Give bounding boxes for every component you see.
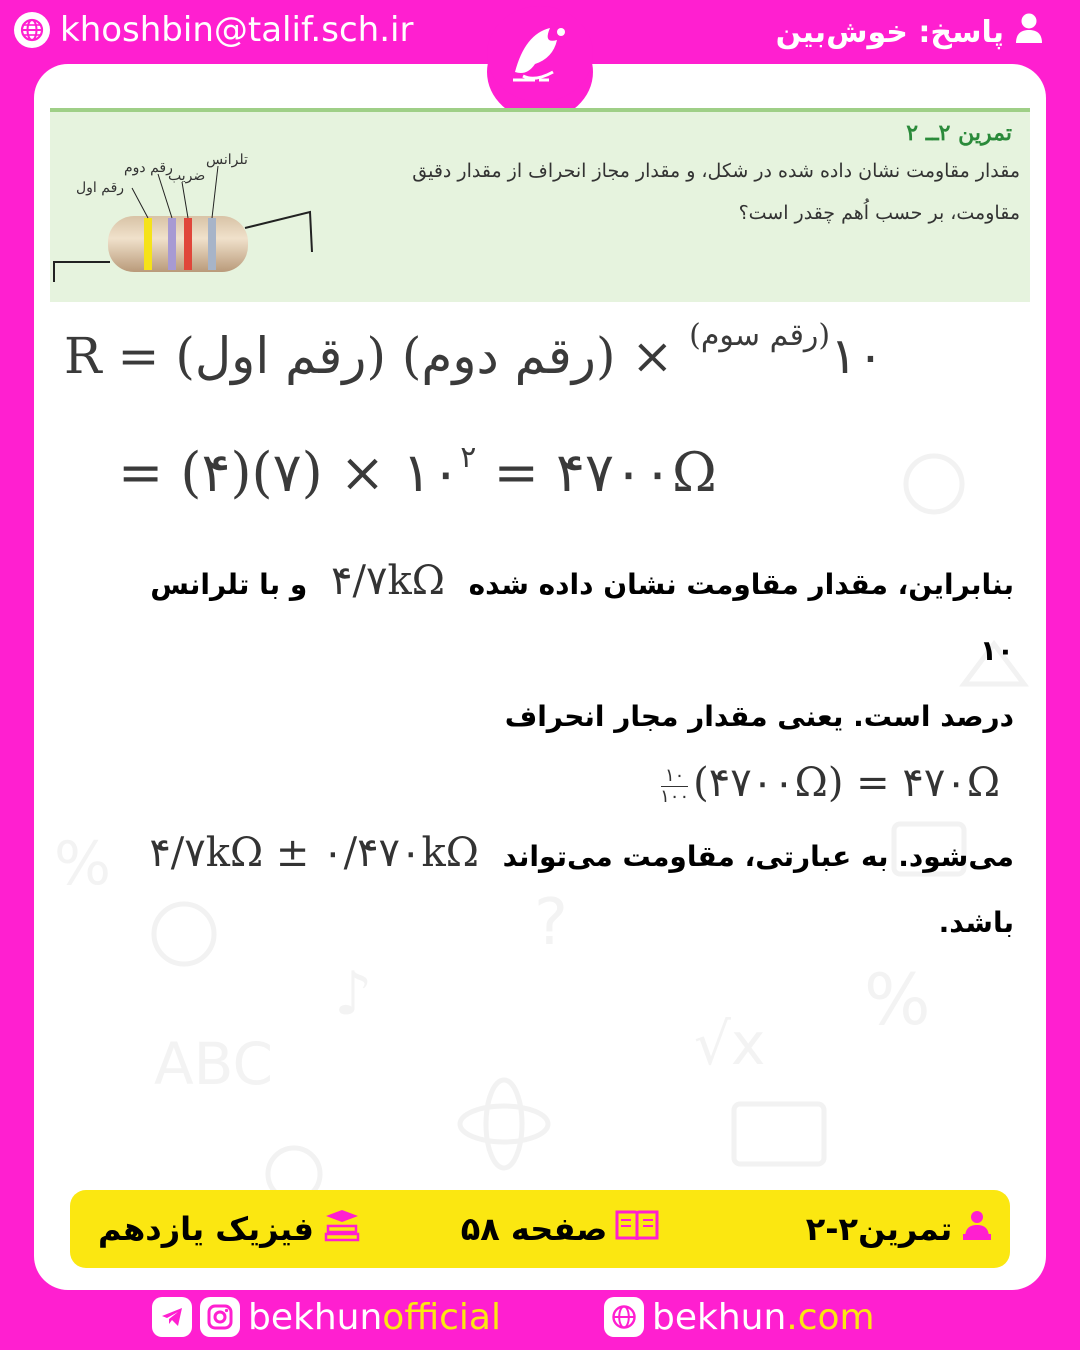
social-bar — [0, 1292, 1080, 1342]
graduation-books-icon — [322, 1208, 362, 1250]
label-second-digit: رقم دوم — [124, 160, 173, 176]
fraction: $\frac{۱۰}{۱۰۰}$ — [660, 764, 690, 807]
exercise-box — [50, 108, 1030, 302]
formula-computed — [118, 440, 717, 504]
resistance-range: ۴/۷kΩ ± ۰/۴۷۰kΩ — [149, 830, 479, 876]
label-first-digit: رقم اول — [76, 180, 125, 196]
svg-text:%: % — [864, 959, 931, 1041]
globe-icon — [14, 12, 50, 48]
exercise-title: تمرین ۲ــ ۲ — [906, 120, 1012, 146]
formula-general-main: R = (رقم اول) (رقم دوم) × ۱۰ — [64, 327, 884, 385]
resistance-value: ۴/۷kΩ — [331, 558, 445, 604]
email-text: khoshbin@talif.sch.ir — [60, 10, 414, 50]
solution-line-3: می‌شود. به عبارتی، مقاومت می‌تواند ۴/۷kΩ ± ۰/۴۷۰kΩ — [134, 820, 1014, 890]
formula-computed-exponent: ۲ — [460, 440, 477, 475]
solution-line-2: درصد است. یعنی مقدار مجار انحراف $\frac{۱۰}{۱۰۰}$ (۴۷۰۰Ω) = ۴۷۰Ω — [134, 684, 1014, 820]
answer-label: پاسخ: خوش‌بین — [775, 14, 1004, 50]
solution-line-1: بنابراین، مقدار مقاومت نشان داده شده ۴/۷kΩ و با تلرانس ۱۰ — [134, 548, 1014, 684]
svg-text:?: ? — [534, 886, 568, 960]
telegram-icon — [152, 1297, 192, 1337]
solution-paragraph — [134, 548, 1014, 956]
globe-icon — [604, 1297, 644, 1337]
footer-book: فیزیک یازدهم — [90, 1190, 370, 1268]
logo-icon — [495, 14, 585, 94]
bekhun-logo — [487, 6, 593, 102]
solution-line-4: باشد. — [938, 906, 1014, 939]
email-contact[interactable] — [14, 10, 413, 50]
label-tolerance: تلرانس — [206, 152, 248, 168]
formula-general — [64, 318, 884, 385]
svg-text:ABC: ABC — [154, 1030, 273, 1098]
svg-text:√x: √x — [694, 1010, 766, 1078]
formula-computed-main: = (۴)(۷) × ۱۰ — [118, 441, 461, 504]
footer-exercise: تمرین۲-۲ — [790, 1190, 1010, 1268]
handle-text: bekhunofficial — [248, 1296, 501, 1338]
label-multiplier: ضریب — [168, 168, 206, 184]
exercise-question: مقدار مقاومت نشان داده شده در شکل، و مقدار مجاز انحراف از مقدار دقیق مقاومت، بر حسب اُهم چقدر است؟ — [412, 160, 1020, 224]
user-icon — [1014, 12, 1044, 52]
answer-author — [776, 12, 1044, 52]
formula-general-exponent: (رقم سوم) — [689, 318, 831, 353]
tolerance-calc: $\frac{۱۰}{۱۰۰}$ (۴۷۰۰Ω) = ۴۷۰Ω — [660, 760, 1000, 807]
footer-info-bar — [70, 1190, 1010, 1268]
formula-computed-result: = ۴۷۰۰Ω — [493, 441, 717, 504]
resistor-figure — [50, 132, 340, 302]
instagram-handle[interactable] — [152, 1292, 501, 1342]
website-text: bekhun.com — [652, 1296, 875, 1338]
svg-text:%: % — [54, 829, 112, 899]
book-open-icon — [615, 1208, 659, 1250]
svg-text:♪: ♪ — [334, 959, 373, 1029]
website-link[interactable] — [604, 1292, 875, 1342]
footer-page: صفحه ۵۸ — [450, 1190, 670, 1268]
content-card — [34, 64, 1046, 1290]
instagram-icon — [200, 1297, 240, 1337]
teacher-icon — [960, 1208, 994, 1250]
